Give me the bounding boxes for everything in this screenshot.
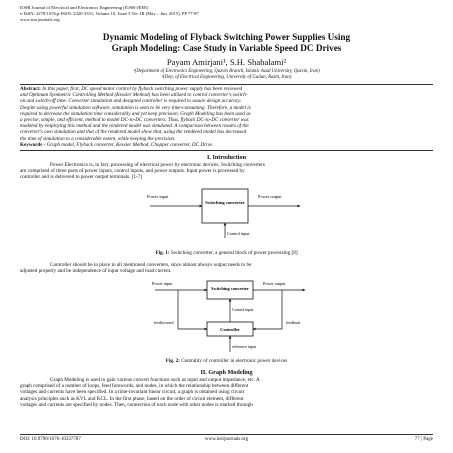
intro-paragraph: Power Electronics is, in fact, processing of electrical power by electronic devices. Switching converters are comprised of three parts of power inputs, control inputs, and power outputs. Input power is processed by controller and is delivered to power output terminals. [1-7] <box>20 162 265 181</box>
paper-title: Dynamic Modeling of Flyback Switching Power Supplies Using Graph Modeling: Case Study in Variable Speed DC Drives <box>102 32 351 53</box>
fig2-feedback-path <box>253 290 282 329</box>
keywords-label: Keywords - <box>20 141 46 148</box>
switching-converter-box <box>202 189 248 223</box>
affiliation-1: ¹(Department of Electronics Engineering, Qazvin Branch, Islamic Azad University, Qazvin, Iran) <box>133 69 320 74</box>
fig2-box2-label: Controller <box>220 327 240 332</box>
graph-paragraph: Graph Modeling is used to gain various convert functions such as input and output impedance, etc. A graph comprised of a number of loops, feed forewords, and nodes, in which the relationship between different voltages and currents have been specified. In a time-invariant linear circuit, a graph is obtained using circuit analysis principles such as KVL and KCL. In the first phase, based on the order of circuit element, different voltages and currents are specified by nodes. Then, connection of each node with other nodes is marked through <box>20 377 260 408</box>
figure-2-caption: Fig. 2: Centrality of controller in electronic power devices <box>165 358 288 364</box>
footer-rule <box>20 434 433 435</box>
fig1-control-label: Control input <box>227 231 250 236</box>
journal-site[interactable]: www.iosrjournals.org <box>20 17 60 22</box>
fig2-power-output-label: Power output <box>263 281 286 286</box>
affiliation-2: ²(Dep. of Electrical Engineering, University of Guilan, Rasht, Iran) <box>161 75 292 80</box>
section-graph-modeling-heading: II. Graph Modeling <box>200 369 253 376</box>
keywords: Graph model, Flyback converter, Kessler Method, Chopper converter, DC Drive. <box>45 141 214 148</box>
abstract-label: Abstract: <box>20 86 41 92</box>
fig2-box1-label: Switching converter <box>211 286 249 291</box>
figure-1-caption: Fig. 1: Switching converter, a general block of power processing [8] <box>155 250 298 256</box>
figure-1-diagram <box>145 186 305 248</box>
abstract: Abstract: In this paper, first, DC speed motor control by flyback switching power supply has been reviewed and Optimum Symmetric Controlling Method (Kessler Method) has been utilized to control converter's switch- on and switch-off time. Converter simulation and designed controller is required to assure design accuracy. Despite using powerful simulation software, simulation is seen to be very time-consuming. Therefore, a model is required to decrease the simulation time considerably and yet keep precision. Graph Modeling has been used as a precise, simple, and efficient, method to model DC-to-DC converters. Thus, flyback DC-to-DC converter was modeled by employing this method and the rendered model was simulated. A comparison between results of the converter's own simulation and that of the rendered model show that, using the rendered model has decreased the time of simulation to a considerable extent, while keeping the precision. Keywords - Graph model, Flyback converter, Kessler Method, Chopper converter, DC Drive. <box>20 86 251 148</box>
section-introduction-heading: I. Introduction <box>206 154 247 161</box>
fig1-power-input-label: Power input <box>147 194 169 199</box>
fig2-feedforward-path <box>178 290 207 329</box>
fig1-power-output-label: Power output <box>258 194 282 199</box>
fig2-feedback-label: feedback <box>286 320 301 325</box>
fig2-feedforward-label: feedforward <box>154 320 174 325</box>
figure-2-diagram <box>150 278 310 356</box>
fig2-power-input-label: Power input <box>152 281 173 286</box>
footer-doi: DOI: 10.9790/1676-10337787 <box>20 437 81 442</box>
authors: Payam Amirjani¹, S.H. Shahalami² <box>166 57 287 67</box>
journal-name: IOSR Journal of Electrical and Electronics Engineering (IOSR-JEEE) <box>20 5 149 10</box>
footer-site[interactable]: www.iosrjournals.org <box>204 437 249 442</box>
footer-page-number: 77 | Page <box>414 437 433 442</box>
journal-issn: e-ISSN: 2278-1676,p-ISSN: 2320-3331, Volume 10, Issue 3 Ver. III (May – Jun. 2015), PP 77-87 <box>20 11 199 16</box>
fig1-box-label: Switching converter <box>205 200 245 205</box>
abstract-bottom-rule <box>20 150 433 151</box>
controller-paragraph: Controller should be in place in all mentioned converters, since almost always output needs to be adjusted properly and be independence of input voltage and load current. <box>20 262 252 275</box>
fig2-reference-label: reference input <box>232 344 257 349</box>
fig2-control-label: Control input <box>232 307 254 312</box>
abstract-top-rule <box>20 84 433 85</box>
journal-header <box>20 5 199 23</box>
